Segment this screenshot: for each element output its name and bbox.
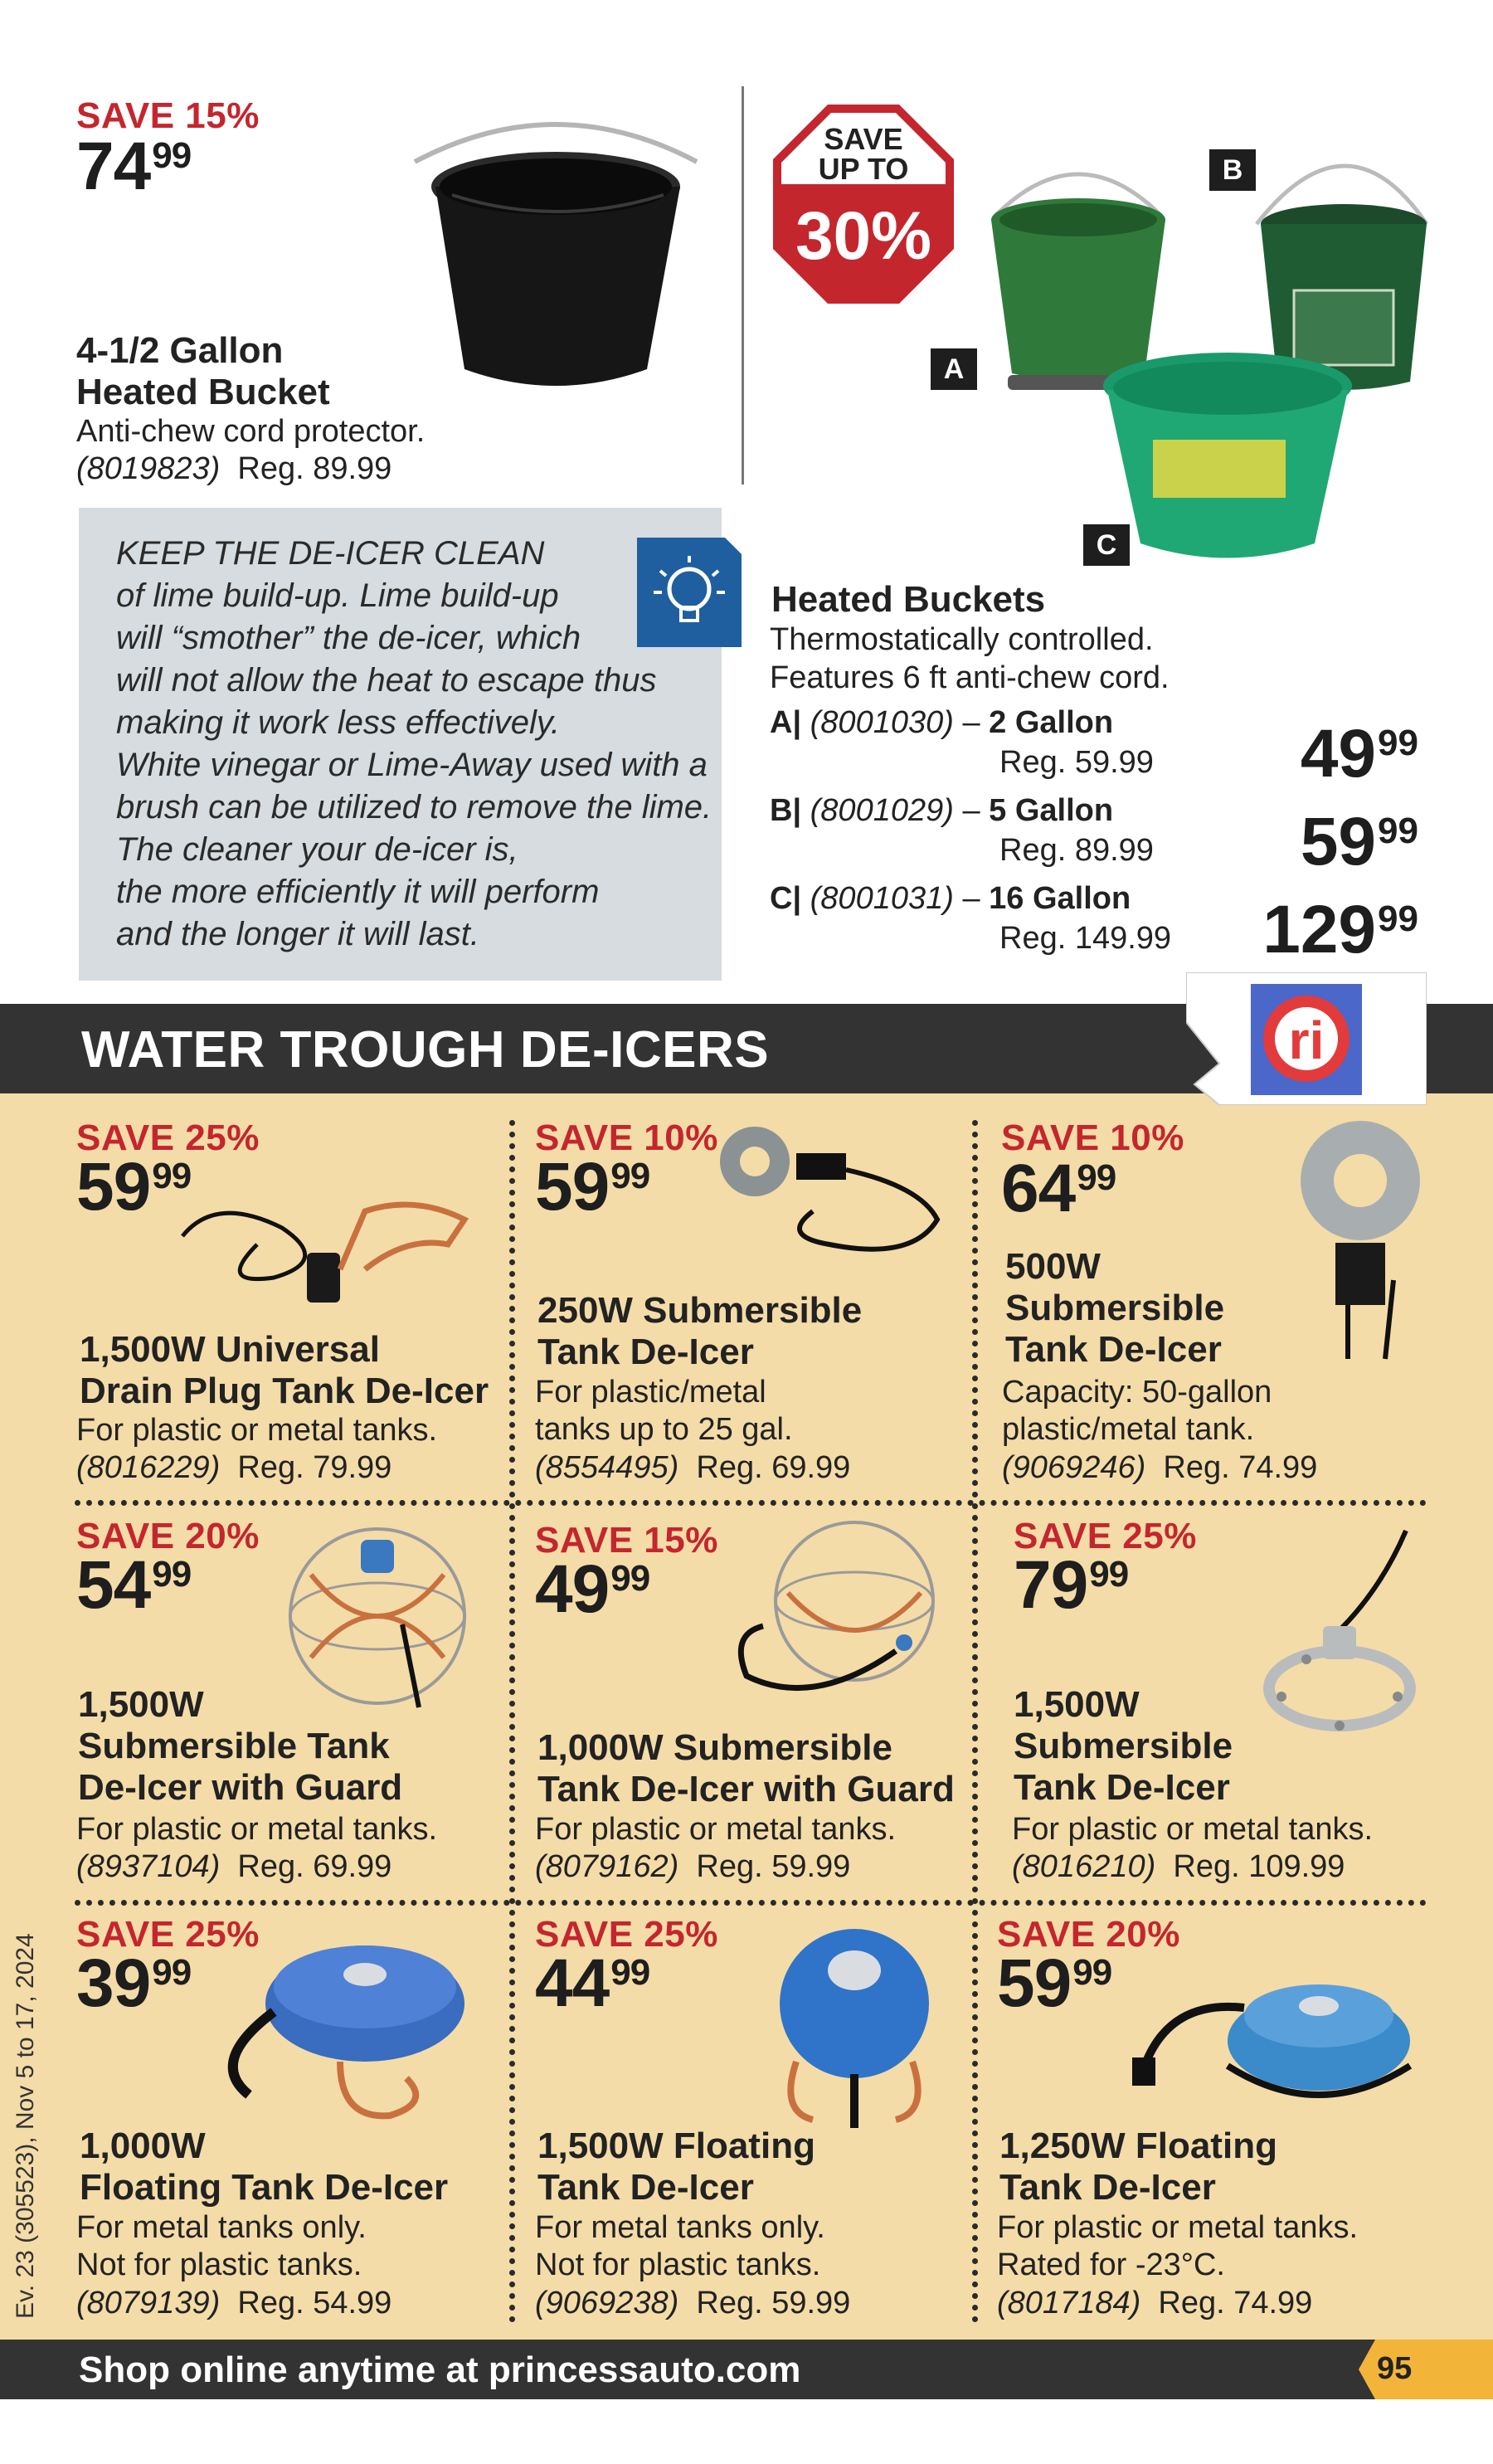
save-badge: [770, 101, 957, 307]
price: $44^{99}$: [535, 1945, 650, 2021]
product-sku-reg: (8017184) Reg. 74.99: [997, 2286, 1313, 2320]
price: $74^{99}$: [76, 129, 192, 204]
bucket-reg-b: Reg. 89.99: [999, 833, 1154, 868]
price: $54^{99}$: [76, 1547, 192, 1623]
product-description: For plastic or metal tanks.: [76, 1812, 438, 1847]
submersible-500w-deicer-image: [1281, 1118, 1439, 1367]
buckets-description: Thermostatically controlled. Features 6 ft anti-chew cord.: [770, 622, 1170, 695]
product-sku-reg: (9069246) Reg. 74.99: [1002, 1450, 1318, 1485]
product-description: For plastic/metal tanks up to 25 gal.: [535, 1375, 793, 1447]
product-sku-reg: (8937104) Reg. 69.99: [76, 1849, 392, 1884]
product-sku-reg: (8079139) Reg. 54.99: [76, 2286, 392, 2320]
column-divider: [742, 86, 744, 485]
badge-upto-text: UP TO: [818, 152, 909, 186]
save-label: SAVE 15%: [535, 1520, 718, 1561]
bucket-price-a: $49^{99}$: [1300, 716, 1418, 791]
product-description: For metal tanks only. Not for plastic tanks.: [76, 2210, 367, 2282]
product-title: 1,500W Universal Drain Plug Tank De-Icer: [80, 1329, 489, 1411]
badge-save-text: SAVE: [824, 122, 903, 156]
product-description: For plastic or metal tanks.: [76, 1413, 438, 1448]
svg-text:ri: ri: [1288, 1010, 1325, 1070]
product-sku-reg: (9069238) Reg. 59.99: [535, 2286, 851, 2320]
product-title: Heated Bucket: [76, 372, 330, 412]
save-label: SAVE 25%: [1014, 1516, 1197, 1556]
side-edition-info: Ev. 23 (305523), Nov 5 to 17, 2024: [12, 1933, 39, 2319]
save-label: SAVE 15%: [76, 95, 260, 136]
product-title: 1,250W Floating Tank De-Icer: [999, 2126, 1277, 2208]
product-description: Capacity: 50-gallon plastic/metal tank.: [1002, 1375, 1272, 1447]
save-label: SAVE 20%: [76, 1516, 260, 1556]
column-divider: [972, 1120, 978, 2323]
product-title: 1,000W Floating Tank De-Icer: [80, 2126, 449, 2208]
bucket-reg-c: Reg. 149.99: [999, 921, 1172, 956]
bucket-c-image: [1095, 340, 1360, 581]
save-label: SAVE 10%: [1001, 1118, 1184, 1158]
product-sku-reg: [76, 450, 391, 488]
sku: (8019823): [76, 451, 221, 486]
floating-1000w-deicer-image: [199, 1929, 473, 2136]
bucket-row-a: A| (8001030) – 2 Gallon: [770, 705, 1114, 740]
price: $59^{99}$: [997, 1945, 1112, 2021]
badge-percent-text: 30%: [795, 198, 932, 274]
price: $59^{99}$: [535, 1149, 650, 1225]
product-sku-reg: (8079162) Reg. 59.99: [535, 1849, 851, 1884]
price: $49^{99}$: [535, 1551, 650, 1627]
letter-tag-c: C: [1083, 524, 1130, 566]
bucket-price-c: $129^{99}$: [1262, 892, 1418, 967]
column-divider: [509, 1120, 515, 2323]
product-title: 1,500W Submersible Tank De-Icer: [1014, 1684, 1233, 1808]
letter-tag-a: A: [931, 348, 977, 390]
bucket-row-b: B| (8001029) – 5 Gallon: [770, 793, 1114, 828]
row-divider: [75, 1900, 1427, 1906]
product-title: 1,500W Submersible Tank De-Icer with Guard: [78, 1684, 403, 1808]
page-number: 95: [1377, 2351, 1413, 2386]
bucket-price-b: $59^{99}$: [1300, 804, 1418, 879]
bucket-reg-a: Reg. 59.99: [999, 745, 1154, 780]
row-divider: [75, 1500, 1427, 1506]
submersible-1500w-deicer-image: [1257, 1522, 1439, 1738]
tip-box: [79, 508, 722, 981]
save-label: SAVE 25%: [76, 1118, 260, 1158]
price: $39^{99}$: [76, 1945, 192, 2021]
price: $64^{99}$: [1001, 1151, 1116, 1226]
save-label: SAVE 20%: [997, 1914, 1180, 1955]
section-title: WATER TROUGH DE-ICERS: [81, 1021, 770, 1079]
product-description: For plastic or metal tanks.: [535, 1812, 897, 1847]
price: $79^{99}$: [1014, 1547, 1129, 1623]
product-description: For metal tanks only. Not for plastic tanks.: [535, 2210, 825, 2282]
tip-text: KEEP THE DE-ICER CLEAN of lime build-up. Lime build-up will “smother” the de-icer, which will not allow the heat to escape thus making it work less effectively. White vinegar or Lime-Away used with a brush can be utilized to remove the lime. The cleaner your de-icer is, the more efficiently it will perform and the longer it will last.: [116, 535, 712, 952]
black-bucket-image: [398, 120, 713, 419]
princess-auto-logo: [1186, 972, 1427, 1105]
footer-website-link[interactable]: Shop online anytime at princessauto.com: [79, 2350, 801, 2390]
drain-plug-deicer-image: [166, 1178, 481, 1311]
submersible-1000w-deicer-guard-image: [730, 1518, 962, 1709]
save-label: SAVE 10%: [535, 1118, 718, 1158]
product-sku-reg: (8016210) Reg. 109.99: [1012, 1849, 1345, 1884]
save-label: SAVE 25%: [76, 1914, 260, 1955]
product-title: 1,000W Submersible Tank De-Icer with Guard: [537, 1727, 955, 1809]
product-title: 500W Submersible Tank De-Icer: [1005, 1246, 1225, 1370]
product-sku-reg: (8554495) Reg. 69.99: [535, 1450, 851, 1485]
product-description: For plastic or metal tanks.: [1012, 1812, 1374, 1847]
letter-tag-b: B: [1209, 149, 1256, 191]
lightbulb-icon: [637, 538, 742, 647]
floating-1500w-deicer-image: [763, 1921, 946, 2136]
regular-price: Reg. 89.99: [237, 451, 392, 486]
product-sku-reg: (8016229) Reg. 79.99: [76, 1450, 392, 1485]
save-label: SAVE 25%: [535, 1914, 718, 1955]
submersible-250w-deicer-image: [705, 1120, 962, 1269]
floating-1250w-deicer-image: [1120, 1933, 1435, 2124]
product-description: Anti-chew cord protector.: [76, 414, 426, 449]
buckets-title: Heated Buckets: [771, 579, 1046, 620]
product-title: 1,500W Floating Tank De-Icer: [537, 2126, 815, 2208]
product-title: 4-1/2 Gallon: [76, 330, 284, 371]
product-title: 250W Submersible Tank De-Icer: [537, 1290, 863, 1372]
page-number-tab: [1350, 2340, 1493, 2399]
bucket-row-c: C| (8001031) – 16 Gallon: [770, 881, 1131, 916]
price: $59^{99}$: [76, 1149, 192, 1225]
product-description: For plastic or metal tanks. Rated for -23°C.: [997, 2210, 1359, 2282]
